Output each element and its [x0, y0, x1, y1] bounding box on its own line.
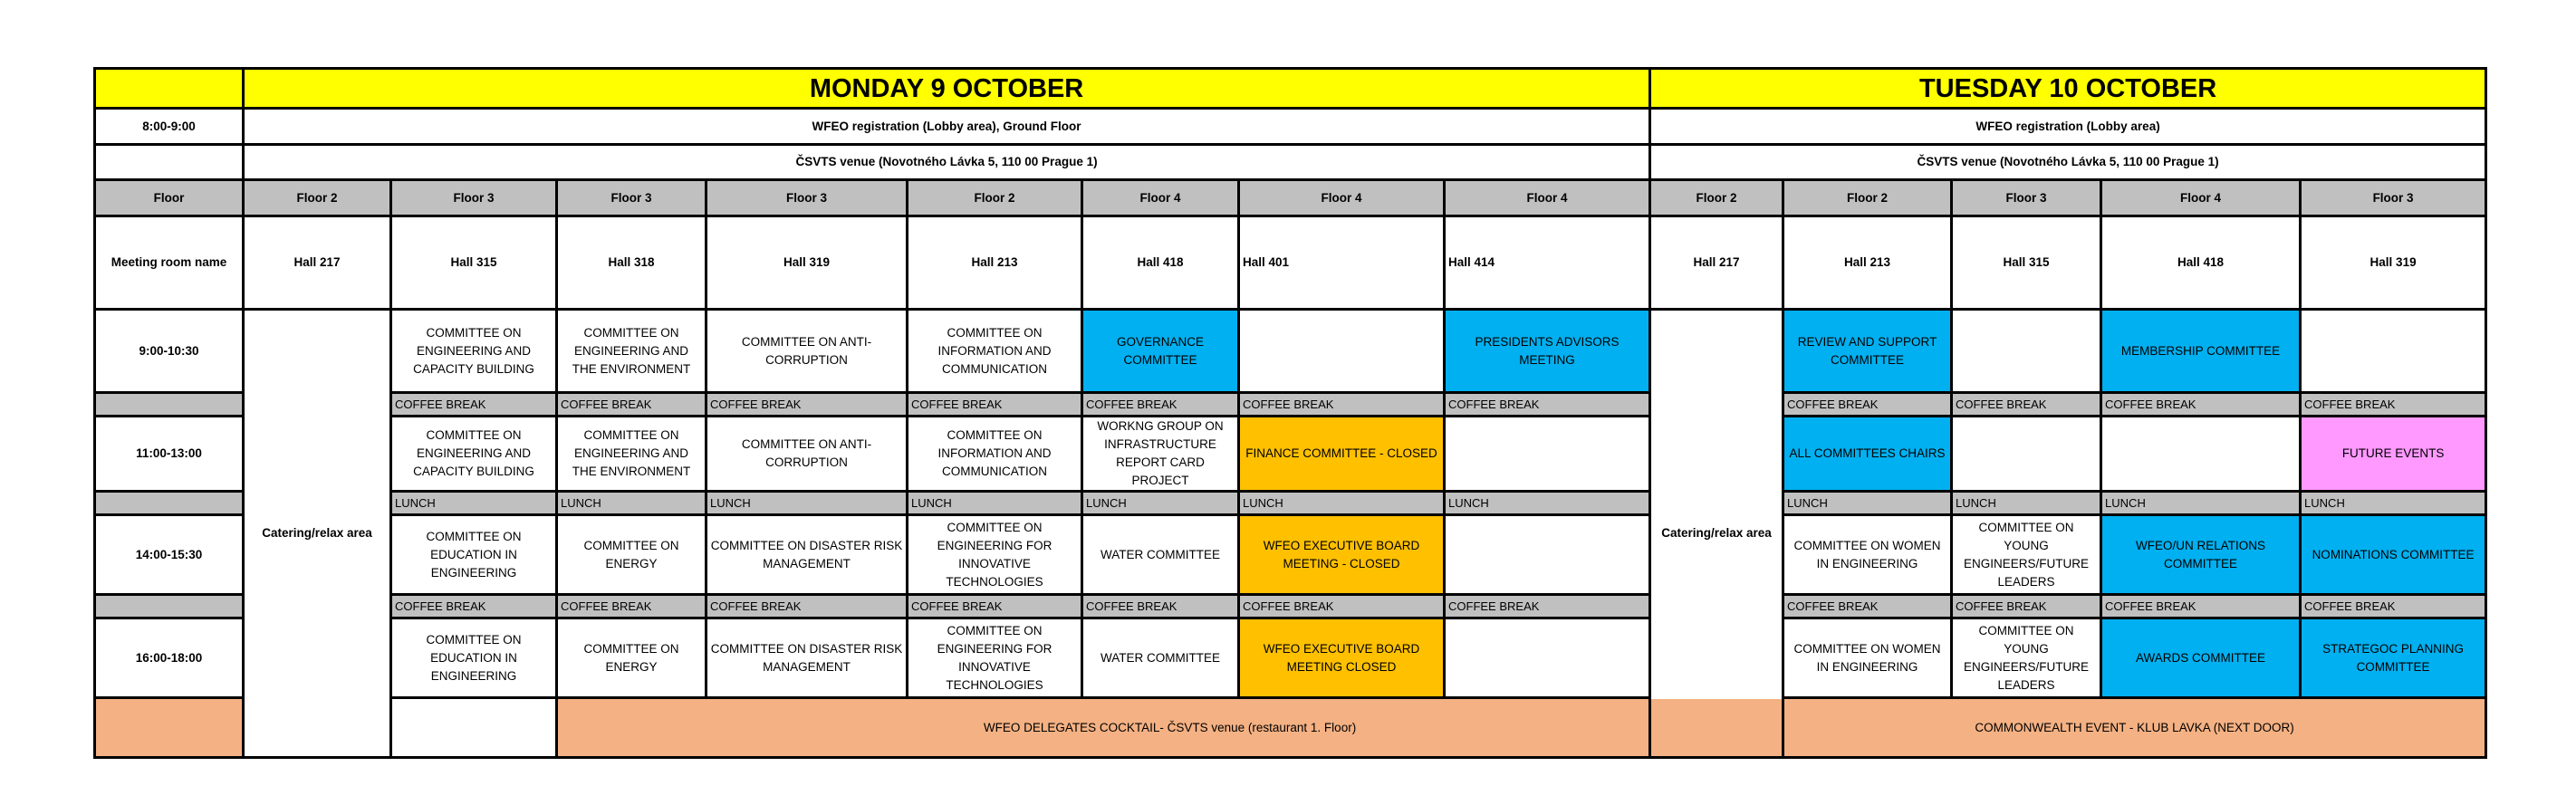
floor-cell: Floor 4 [1445, 180, 1650, 216]
monday-registration: WFEO registration (Lobby area), Ground Floor [244, 109, 1650, 145]
session-cell: COMMITTEE ON ENGINEERING AND CAPACITY BUILDING [391, 310, 557, 393]
break-time-cell [95, 393, 244, 417]
room-cell: Hall 319 [706, 216, 908, 310]
room-label: Meeting room name [95, 216, 244, 310]
room-cell: Hall 418 [1082, 216, 1239, 310]
coffee-break-cell: COFFEE BREAK [908, 393, 1082, 417]
venue-label-cell [95, 145, 244, 180]
coffee-break-cell: COFFEE BREAK [1445, 595, 1650, 618]
coffee-break-cell: COFFEE BREAK [1952, 595, 2101, 618]
lunch-cell: LUNCH [1445, 492, 1650, 515]
lunch-cell: LUNCH [706, 492, 908, 515]
floor-cell: Floor 4 [1082, 180, 1239, 216]
coffee-break-cell: COFFEE BREAK [1082, 393, 1239, 417]
conference-schedule-table [93, 67, 2487, 759]
coffee-break-cell: COFFEE BREAK [1783, 595, 1952, 618]
session-cell: MEMBERSHIP COMMITTEE [2101, 310, 2301, 393]
floor-cell: Floor 3 [391, 180, 557, 216]
session-cell: FINANCE COMMITTEE - CLOSED [1239, 417, 1445, 492]
session-cell: COMMITTEE ON WOMEN IN ENGINEERING [1783, 515, 1952, 595]
session-cell: WATER COMMITTEE [1082, 515, 1239, 595]
break-time-cell [95, 595, 244, 618]
room-cell: Hall 217 [244, 216, 391, 310]
coffee-break-cell: COFFEE BREAK [391, 393, 557, 417]
evening-empty-cell [391, 698, 557, 758]
coffee-break-cell: COFFEE BREAK [1952, 393, 2101, 417]
floor-cell: Floor 3 [557, 180, 706, 216]
session-cell: COMMITTEE ON YOUNG ENGINEERS/FUTURE LEADERS [1952, 515, 2101, 595]
session-cell: COMMITTEE ON YOUNG ENGINEERS/FUTURE LEADERS [1952, 618, 2101, 698]
time-cell: 16:00-18:00 [95, 618, 244, 698]
session-cell: COMMITTEE ON EDUCATION IN ENGINEERING [391, 618, 557, 698]
floor-cell: Floor 2 [244, 180, 391, 216]
monday-catering-area: Catering/relax area [244, 310, 391, 758]
floor-cell: Floor 2 [908, 180, 1082, 216]
session-cell [1445, 417, 1650, 492]
coffee-break-cell: COFFEE BREAK [1239, 393, 1445, 417]
session-cell: WORKNG GROUP ON INFRASTRUCTURE REPORT CARD PROJECT [1082, 417, 1239, 492]
tuesday-venue: ČSVTS venue (Novotného Lávka 5, 110 00 Prague 1) [1650, 145, 2486, 180]
coffee-break-cell: COFFEE BREAK [557, 595, 706, 618]
day-header-corner [95, 69, 244, 109]
floor-label: Floor [95, 180, 244, 216]
coffee-break-cell: COFFEE BREAK [1783, 393, 1952, 417]
session-cell [1952, 417, 2101, 492]
session-cell: AWARDS COMMITTEE [2101, 618, 2301, 698]
coffee-break-cell: COFFEE BREAK [391, 595, 557, 618]
delegates-cocktail-event: WFEO DELEGATES COCKTAIL- ČSVTS venue (restaurant 1. Floor) [557, 698, 1783, 758]
lunch-cell: LUNCH [1239, 492, 1445, 515]
session-cell: COMMITTEE ON ENGINEERING AND THE ENVIRONMENT [557, 310, 706, 393]
session-cell [1239, 310, 1445, 393]
session-cell: COMMITTEE ON ENERGY [557, 515, 706, 595]
session-cell: COMMITTEE ON INFORMATION AND COMMUNICATION [908, 417, 1082, 492]
break-time-cell [95, 492, 244, 515]
floor-cell: Floor 4 [1239, 180, 1445, 216]
session-cell [1445, 515, 1650, 595]
commonwealth-event: COMMONWEALTH EVENT - KLUB LAVKA (NEXT DOOR) [1783, 698, 2486, 758]
session-cell [1445, 618, 1650, 698]
room-cell: Hall 213 [1783, 216, 1952, 310]
room-cell: Hall 315 [391, 216, 557, 310]
lunch-cell: LUNCH [1082, 492, 1239, 515]
coffee-break-cell: COFFEE BREAK [706, 595, 908, 618]
lunch-cell: LUNCH [557, 492, 706, 515]
session-cell: WFEO EXECUTIVE BOARD MEETING - CLOSED [1239, 515, 1445, 595]
session-cell: FUTURE EVENTS [2301, 417, 2486, 492]
floor-cell: Floor 3 [2301, 180, 2486, 216]
room-cell: Hall 418 [2101, 216, 2301, 310]
session-cell: COMMITTEE ON ENGINEERING AND THE ENVIRONMENT [557, 417, 706, 492]
floor-cell: Floor 2 [1650, 180, 1783, 216]
monday-header: MONDAY 9 OCTOBER [244, 69, 1650, 109]
coffee-break-cell: COFFEE BREAK [908, 595, 1082, 618]
session-cell: COMMITTEE ON ANTI-CORRUPTION [706, 417, 908, 492]
session-cell: COMMITTEE ON INFORMATION AND COMMUNICATION [908, 310, 1082, 393]
session-cell: COMMITTEE ON ANTI-CORRUPTION [706, 310, 908, 393]
session-cell: GOVERNANCE COMMITTEE [1082, 310, 1239, 393]
session-cell [2101, 417, 2301, 492]
coffee-break-cell: COFFEE BREAK [706, 393, 908, 417]
floor-cell: Floor 3 [1952, 180, 2101, 216]
session-cell [1952, 310, 2101, 393]
lunch-cell: LUNCH [908, 492, 1082, 515]
tuesday-header: TUESDAY 10 OCTOBER [1650, 69, 2486, 109]
session-cell: NOMINATIONS COMMITTEE [2301, 515, 2486, 595]
session-cell: COMMITTEE ON ENGINEERING FOR INNOVATIVE TECHNOLOGIES [908, 515, 1082, 595]
lunch-cell: LUNCH [391, 492, 557, 515]
session-cell: COMMITTEE ON ENGINEERING FOR INNOVATIVE TECHNOLOGIES [908, 618, 1082, 698]
lunch-cell: LUNCH [2301, 492, 2486, 515]
session-cell: COMMITTEE ON DISASTER RISK MANAGEMENT [706, 618, 908, 698]
coffee-break-cell: COFFEE BREAK [2301, 595, 2486, 618]
coffee-break-cell: COFFEE BREAK [2101, 393, 2301, 417]
room-cell: Hall 401 [1239, 216, 1445, 310]
session-cell: WATER COMMITTEE [1082, 618, 1239, 698]
session-cell: WFEO/UN RELATIONS COMMITTEE [2101, 515, 2301, 595]
session-cell [2301, 310, 2486, 393]
session-cell: ALL COMMITTEES CHAIRS [1783, 417, 1952, 492]
coffee-break-cell: COFFEE BREAK [2101, 595, 2301, 618]
session-cell: COMMITTEE ON ENERGY [557, 618, 706, 698]
time-cell: 9:00-10:30 [95, 310, 244, 393]
lunch-cell: LUNCH [1952, 492, 2101, 515]
session-cell: PRESIDENTS ADVISORS MEETING [1445, 310, 1650, 393]
room-cell: Hall 414 [1445, 216, 1650, 310]
lunch-cell: LUNCH [2101, 492, 2301, 515]
tuesday-catering-area: Catering/relax area [1650, 310, 1783, 758]
floor-cell: Floor 4 [2101, 180, 2301, 216]
session-cell: COMMITTEE ON ENGINEERING AND CAPACITY BUILDING [391, 417, 557, 492]
floor-cell: Floor 2 [1783, 180, 1952, 216]
evening-time-cell [95, 698, 244, 758]
coffee-break-cell: COFFEE BREAK [1445, 393, 1650, 417]
floor-cell: Floor 3 [706, 180, 908, 216]
registration-time: 8:00-9:00 [95, 109, 244, 145]
tuesday-registration: WFEO registration (Lobby area) [1650, 109, 2486, 145]
time-cell: 11:00-13:00 [95, 417, 244, 492]
session-cell: COMMITTEE ON DISASTER RISK MANAGEMENT [706, 515, 908, 595]
session-cell: REVIEW AND SUPPORT COMMITTEE [1783, 310, 1952, 393]
time-cell: 14:00-15:30 [95, 515, 244, 595]
session-cell: STRATEGOC PLANNING COMMITTEE [2301, 618, 2486, 698]
room-cell: Hall 315 [1952, 216, 2101, 310]
room-cell: Hall 319 [2301, 216, 2486, 310]
session-cell: COMMITTEE ON EDUCATION IN ENGINEERING [391, 515, 557, 595]
monday-venue: ČSVTS venue (Novotného Lávka 5, 110 00 Prague 1) [244, 145, 1650, 180]
coffee-break-cell: COFFEE BREAK [2301, 393, 2486, 417]
session-cell: COMMITTEE ON WOMEN IN ENGINEERING [1783, 618, 1952, 698]
room-cell: Hall 318 [557, 216, 706, 310]
coffee-break-cell: COFFEE BREAK [557, 393, 706, 417]
room-cell: Hall 217 [1650, 216, 1783, 310]
room-cell: Hall 213 [908, 216, 1082, 310]
lunch-cell: LUNCH [1783, 492, 1952, 515]
session-cell: WFEO EXECUTIVE BOARD MEETING CLOSED [1239, 618, 1445, 698]
coffee-break-cell: COFFEE BREAK [1239, 595, 1445, 618]
coffee-break-cell: COFFEE BREAK [1082, 595, 1239, 618]
